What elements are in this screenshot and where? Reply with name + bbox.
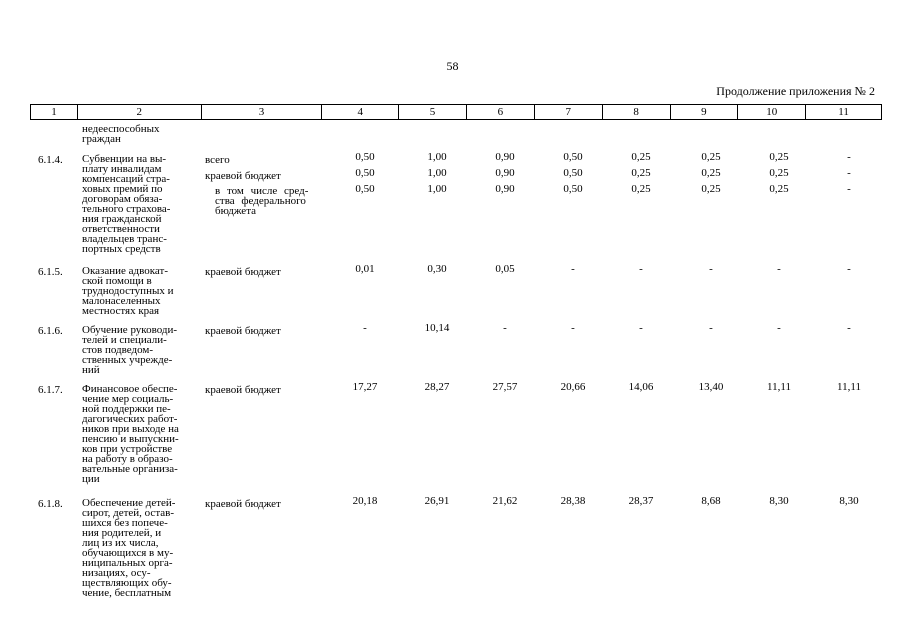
- value-cell: -: [777, 322, 781, 334]
- value-cell: 0,25: [701, 167, 721, 179]
- carry-over-text: недееспособных граждан: [82, 123, 160, 145]
- value-cell: 0,01: [355, 263, 375, 275]
- value-cell: 26,91: [424, 495, 450, 507]
- value-cell: 27,57: [492, 381, 518, 393]
- row-number: 6.1.6.: [38, 325, 63, 337]
- value-cell: 0,50: [355, 183, 375, 195]
- value-cell: -: [571, 263, 575, 275]
- value-cell: 0,25: [701, 183, 721, 195]
- value-cell: 0,50: [563, 151, 583, 163]
- value-cell: 20,18: [352, 495, 378, 507]
- row-name: Финансовое обеспе- чение мер социаль- ной поддержки пе- дагогических работ- ников при выходе на пенсию и выпускни- ков при устройстве на работу в образо- вательные организа- ции: [82, 383, 179, 485]
- header-col-6: 6: [467, 105, 535, 119]
- value-cell: 0,05: [495, 263, 515, 275]
- value-cell: 8,68: [701, 495, 721, 507]
- value-cell: 0,25: [769, 151, 789, 163]
- value-cell: 0,50: [563, 167, 583, 179]
- value-cell: 28,27: [424, 381, 450, 393]
- header-col-2: 2: [78, 105, 202, 119]
- value-cell: -: [709, 263, 713, 275]
- value-cell: -: [777, 263, 781, 275]
- row-name: Субвенции на вы- плату инвалидам компенсаций стра- ховых премий по договорам обяза- тельного страхова- ния гражданской ответственности владельцев транс- портных средств: [82, 153, 171, 255]
- table-header: [30, 104, 882, 120]
- value-cell: 0,90: [495, 151, 515, 163]
- value-cell: -: [847, 322, 851, 334]
- value-cell: 21,62: [492, 495, 518, 507]
- value-cell: 20,66: [560, 381, 586, 393]
- value-cell: 1,00: [427, 167, 447, 179]
- value-cell: 1,00: [427, 151, 447, 163]
- value-cell: 0,90: [495, 167, 515, 179]
- value-cell: 1,00: [427, 183, 447, 195]
- header-col-7: 7: [535, 105, 603, 119]
- value-cell: 0,25: [769, 167, 789, 179]
- value-cell: 0,90: [495, 183, 515, 195]
- value-cell: 0,50: [355, 167, 375, 179]
- source-label: краевой бюджет: [205, 384, 281, 396]
- value-cell: 28,37: [628, 495, 654, 507]
- header-col-5: 5: [399, 105, 467, 119]
- value-cell: 0,25: [769, 183, 789, 195]
- value-cell: 0,30: [427, 263, 447, 275]
- header-col-11: 11: [838, 106, 849, 118]
- value-cell: 0,25: [701, 151, 721, 163]
- value-cell: 0,25: [631, 167, 651, 179]
- value-cell: -: [639, 263, 643, 275]
- row-number: 6.1.8.: [38, 498, 63, 510]
- row-name: Оказание адвокат- ской помощи в труднодоступных и малонаселенных местностях края: [82, 265, 174, 317]
- source-label: краевой бюджет: [205, 170, 281, 182]
- value-cell: 11,11: [767, 381, 791, 393]
- value-cell: 28,38: [560, 495, 586, 507]
- value-cell: 8,30: [839, 495, 859, 507]
- header-col-8: 8: [603, 105, 671, 119]
- value-cell: 11,11: [837, 381, 861, 393]
- row-name: Обеспечение детей- сирот, детей, остав- шихся без попече- ния родителей, и лиц из их числа, обучающихся в му- ниципальных орга- низациях, осу- ществляющих обу- чение, бесплатным: [82, 497, 176, 599]
- value-cell: 14,06: [628, 381, 654, 393]
- value-cell: -: [363, 322, 367, 334]
- value-cell: -: [503, 322, 507, 334]
- value-cell: -: [847, 151, 851, 163]
- value-cell: 10,14: [424, 322, 450, 334]
- value-cell: 0,25: [631, 183, 651, 195]
- header-col-9: 9: [671, 105, 739, 119]
- source-label: краевой бюджет: [205, 266, 281, 278]
- row-number: 6.1.5.: [38, 266, 63, 278]
- value-cell: 0,50: [563, 183, 583, 195]
- value-cell: -: [709, 322, 713, 334]
- header-col-10: 10: [738, 105, 806, 119]
- source-label: всего: [205, 154, 230, 166]
- value-cell: 13,40: [698, 381, 724, 393]
- value-cell: -: [847, 183, 851, 195]
- value-cell: 17,27: [352, 381, 378, 393]
- header-col-1: 1: [31, 105, 78, 119]
- value-cell: 0,25: [631, 151, 651, 163]
- row-name: Обучение руководи- телей и специали- стов подведом- ственных учрежде- ний: [82, 324, 178, 376]
- row-number: 6.1.7.: [38, 384, 63, 396]
- source-label: краевой бюджет: [205, 498, 281, 510]
- value-cell: -: [847, 263, 851, 275]
- value-cell: 8,30: [769, 495, 789, 507]
- continuation-label: Продолжение приложения № 2: [716, 84, 875, 98]
- value-cell: -: [639, 322, 643, 334]
- value-cell: -: [847, 167, 851, 179]
- value-cell: -: [571, 322, 575, 334]
- row-number: 6.1.4.: [38, 154, 63, 166]
- page-number: 58: [446, 59, 459, 73]
- header-col-3: 3: [202, 105, 323, 119]
- header-col-4: 4: [322, 105, 399, 119]
- value-cell: 0,50: [355, 151, 375, 163]
- source-label: в том числе сред- ства федерального бюджета: [215, 185, 309, 217]
- source-label: краевой бюджет: [205, 325, 281, 337]
